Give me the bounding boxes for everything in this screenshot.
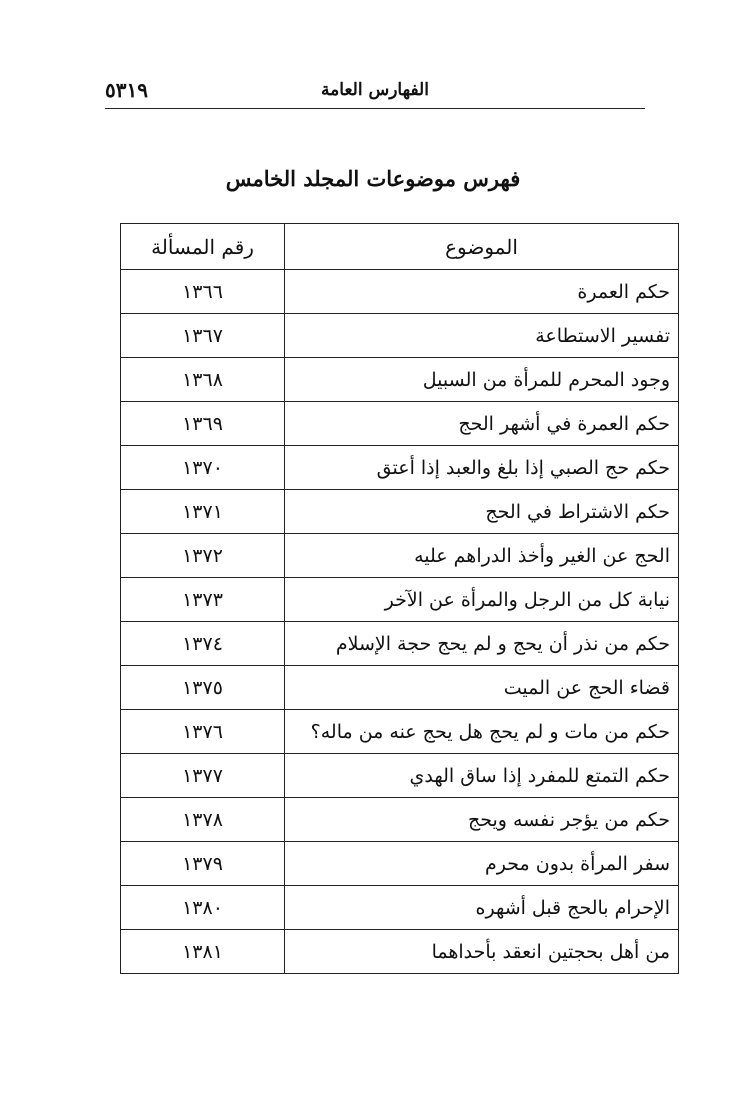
issue-number-cell: ١٣٦٩ xyxy=(121,402,285,446)
topic-column-header: الموضوع xyxy=(285,224,679,270)
topic-cell: نيابة كل من الرجل والمرأة عن الآخر xyxy=(285,578,679,622)
table-row xyxy=(121,490,679,534)
table-row xyxy=(121,754,679,798)
topic-cell: حكم من مات و لم يحج هل يحج عنه من ماله؟ xyxy=(285,710,679,754)
issue-number-cell: ١٣٨١ xyxy=(121,930,285,974)
table-row xyxy=(121,314,679,358)
topic-cell: حكم حج الصبي إذا بلغ والعبد إذا أعتق xyxy=(285,446,679,490)
issue-number-cell: ١٣٧٥ xyxy=(121,666,285,710)
table-row xyxy=(121,666,679,710)
topic-cell: حكم العمرة xyxy=(285,270,679,314)
table-row xyxy=(121,578,679,622)
issue-number-cell: ١٣٦٦ xyxy=(121,270,285,314)
issue-number-cell: ١٣٧٨ xyxy=(121,798,285,842)
topic-cell: تفسير الاستطاعة xyxy=(285,314,679,358)
topic-cell: من أهل بحجتين انعقد بأحداهما xyxy=(285,930,679,974)
issue-number-cell: ١٣٨٠ xyxy=(121,886,285,930)
issue-number-cell: ١٣٧٧ xyxy=(121,754,285,798)
issue-number-cell: ١٣٧٦ xyxy=(121,710,285,754)
table-row xyxy=(121,886,679,930)
table-row xyxy=(121,798,679,842)
issue-number-cell: ١٣٦٧ xyxy=(121,314,285,358)
issue-number-cell: ١٣٦٨ xyxy=(121,358,285,402)
topic-cell: الحج عن الغير وأخذ الدراهم عليه xyxy=(285,534,679,578)
table-body xyxy=(121,270,679,974)
index-title: فهرس موضوعات المجلد الخامس xyxy=(225,166,521,191)
topic-cell: سفر المرأة بدون محرم xyxy=(285,842,679,886)
issue-number-cell: ١٣٧٤ xyxy=(121,622,285,666)
table-row xyxy=(121,270,679,314)
topic-cell: حكم من يؤجر نفسه ويحج xyxy=(285,798,679,842)
issue-number-cell: ١٣٧٣ xyxy=(121,578,285,622)
table-row xyxy=(121,622,679,666)
running-title: الفهارس العامة xyxy=(321,80,429,100)
issue-number-cell: ١٣٧١ xyxy=(121,490,285,534)
topics-table xyxy=(120,223,679,974)
topic-cell: حكم من نذر أن يحج و لم يحج حجة الإسلام xyxy=(285,622,679,666)
topic-cell: حكم الاشتراط في الحج xyxy=(285,490,679,534)
number-column-header: رقم المسألة xyxy=(121,224,285,270)
table-row xyxy=(121,358,679,402)
table-row xyxy=(121,930,679,974)
topic-cell: قضاء الحج عن الميت xyxy=(285,666,679,710)
topic-cell: الإحرام بالحج قبل أشهره xyxy=(285,886,679,930)
topic-cell: حكم العمرة في أشهر الحج xyxy=(285,402,679,446)
issue-number-cell: ١٣٧٠ xyxy=(121,446,285,490)
table-row xyxy=(121,842,679,886)
running-header xyxy=(105,78,645,109)
table-row xyxy=(121,402,679,446)
table-row xyxy=(121,446,679,490)
issue-number-cell: ١٣٧٢ xyxy=(121,534,285,578)
topic-cell: وجود المحرم للمرأة من السبيل xyxy=(285,358,679,402)
issue-number-cell: ١٣٧٩ xyxy=(121,842,285,886)
table-row xyxy=(121,710,679,754)
topic-cell: حكم التمتع للمفرد إذا ساق الهدي xyxy=(285,754,679,798)
page-number: ٥٣١٩ xyxy=(105,78,148,102)
table-row xyxy=(121,534,679,578)
table-header-row xyxy=(121,224,679,270)
